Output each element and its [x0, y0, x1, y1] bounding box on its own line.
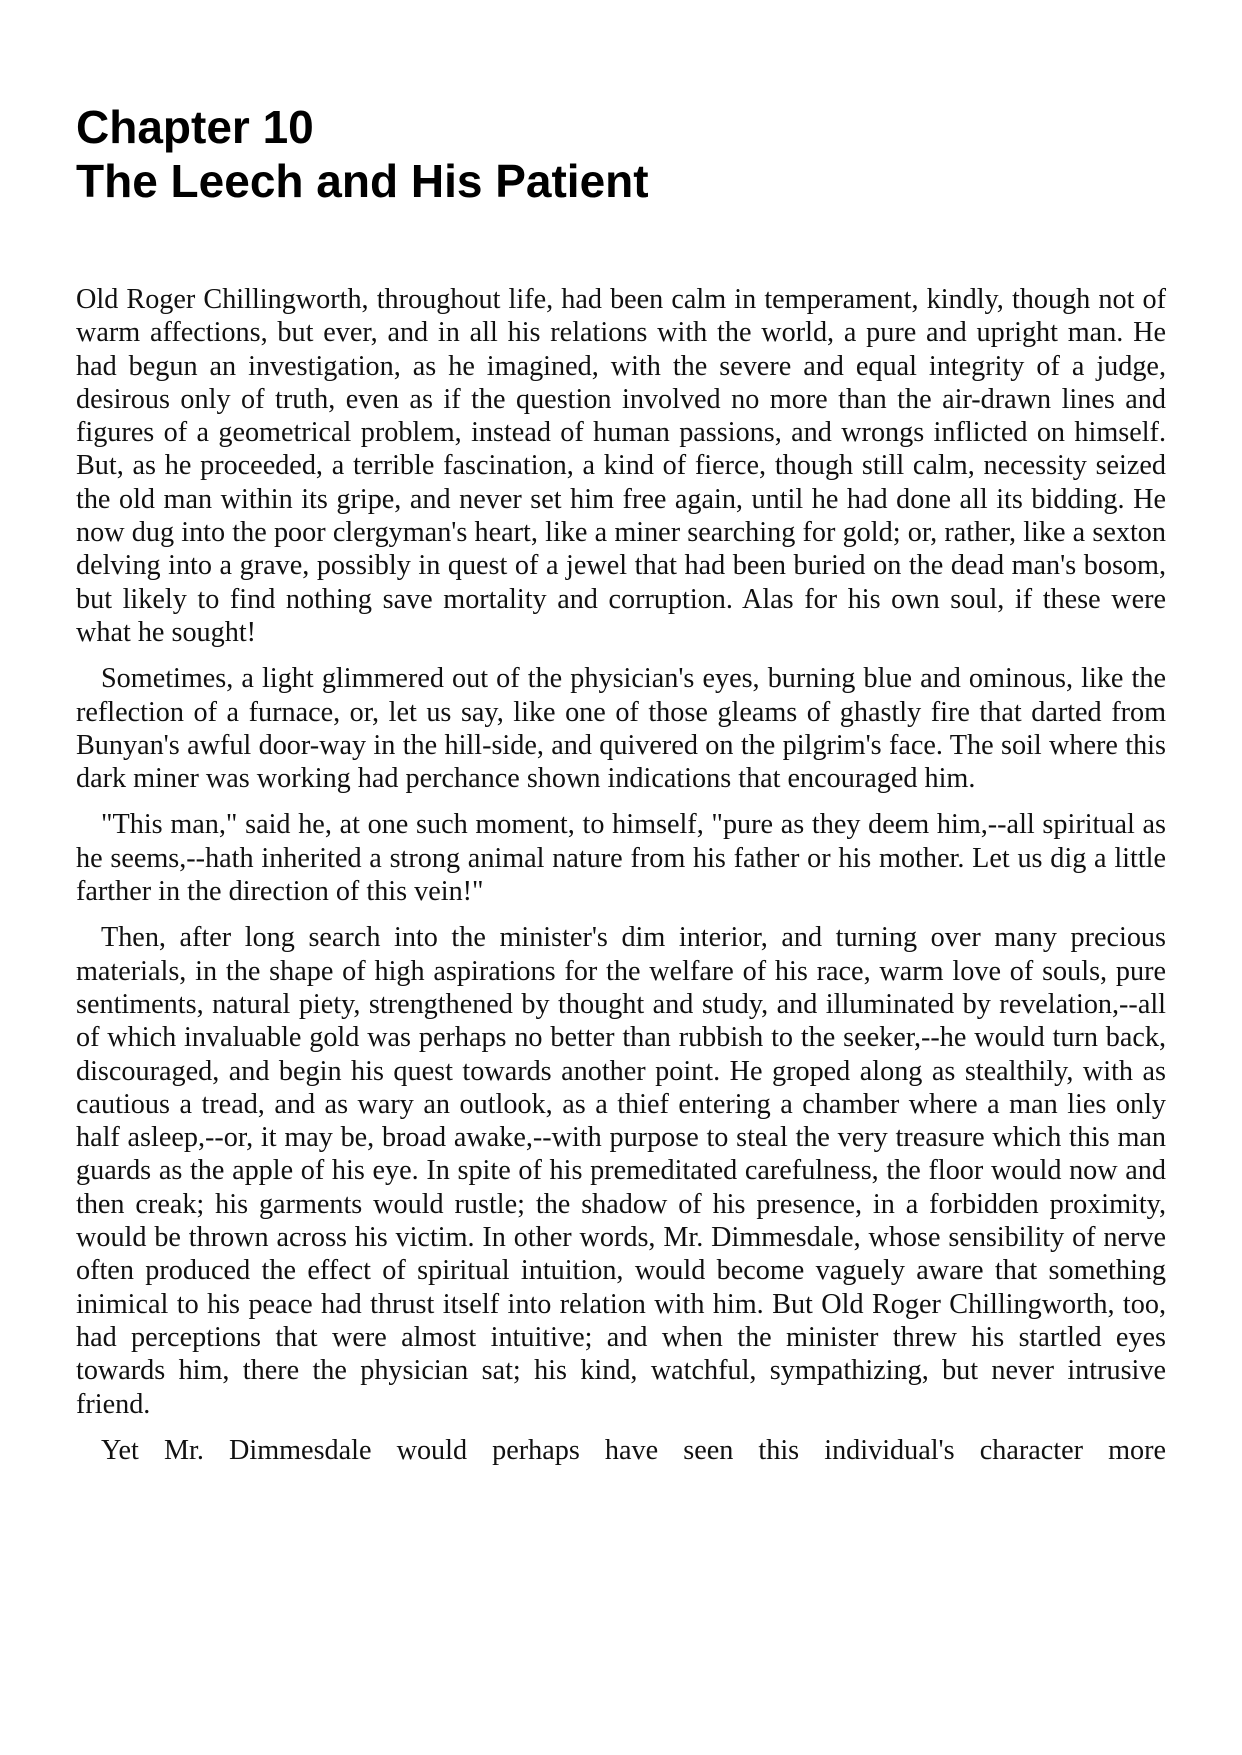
- paragraph-4: Then, after long search into the minister's dim interior, and turning over many precious materials, in the shape of high aspirations for the welfare of his race, warm love of souls, pure sentiments, natural piety, strengthened by thought and study, and illuminated by revelation,--all of which invaluable gold was perhaps no better than rubbish to the seeker,--he would turn back, discouraged, and begin his quest towards another point. He groped along as stealthily, with as cautious a tread, and as wary an outlook, as a thief entering a chamber where a man lies only half asleep,--or, it may be, broad awake,--with purpose to steal the very treasure which this man guards as the apple of his eye. In spite of his premeditated carefulness, the floor would now and then creak; his garments would rustle; the shadow of his presence, in a forbidden proximity, would be thrown across his victim. In other words, Mr. Dimmesdale, whose sensibility of nerve often produced the effect of spiritual intuition, would become vaguely aware that something inimical to his peace had thrust itself into relation with him. But Old Roger Chillingworth, too, had perceptions that were almost intuitive; and when the minister threw his startled eyes towards him, there the physician sat; his kind, watchful, sympathizing, but never intrusive friend.: [76, 922, 1166, 1420]
- paragraph-5-continues: Yet Mr. Dimmesdale would perhaps have seen this individual's character more: [101, 1434, 1166, 1466]
- chapter-number: Chapter 10: [76, 101, 314, 153]
- chapter-body: [76, 283, 1166, 1467]
- paragraph-3: "This man," said he, at one such moment, to himself, "pure as they deem him,--all spiritual as he seems,--hath inherited a strong animal nature from his father or his mother. Let us dig a little farther in the direction of this vein!": [76, 809, 1166, 908]
- paragraph-2: Sometimes, a light glimmered out of the physician's eyes, burning blue and ominous, like the reflection of a furnace, or, let us say, like one of those gleams of ghastly fire that darted from Bunyan's awful door-way in the hill-side, and quivered on the pilgrim's face. The soil where this dark miner was working had perchance shown indications that encouraged him.: [76, 663, 1166, 795]
- book-page: [76, 100, 1166, 1480]
- chapter-title: The Leech and His Patient: [76, 155, 649, 207]
- paragraph-1: Old Roger Chillingworth, throughout life, had been calm in temperament, kindly, though not of warm affections, but ever, and in all his relations with the world, a pure and upright man. He had begun an investigation, as he imagined, with the severe and equal integrity of a judge, desirous only of truth, even as if the question involved no more than the air-drawn lines and figures of a geometrical problem, instead of human passions, and wrongs inflicted on himself. But, as he proceeded, a terrible fascination, a kind of fierce, though still calm, necessity seized the old man within its gripe, and never set him free again, until he had done all its bidding. He now dug into the poor clergyman's heart, like a miner searching for gold; or, rather, like a sexton delving into a grave, possibly in quest of a jewel that had been buried on the dead man's bosom, but likely to find nothing save mortality and corruption. Alas for his own soul, if these were what he sought!: [76, 284, 1166, 648]
- chapter-heading: [76, 100, 1166, 208]
